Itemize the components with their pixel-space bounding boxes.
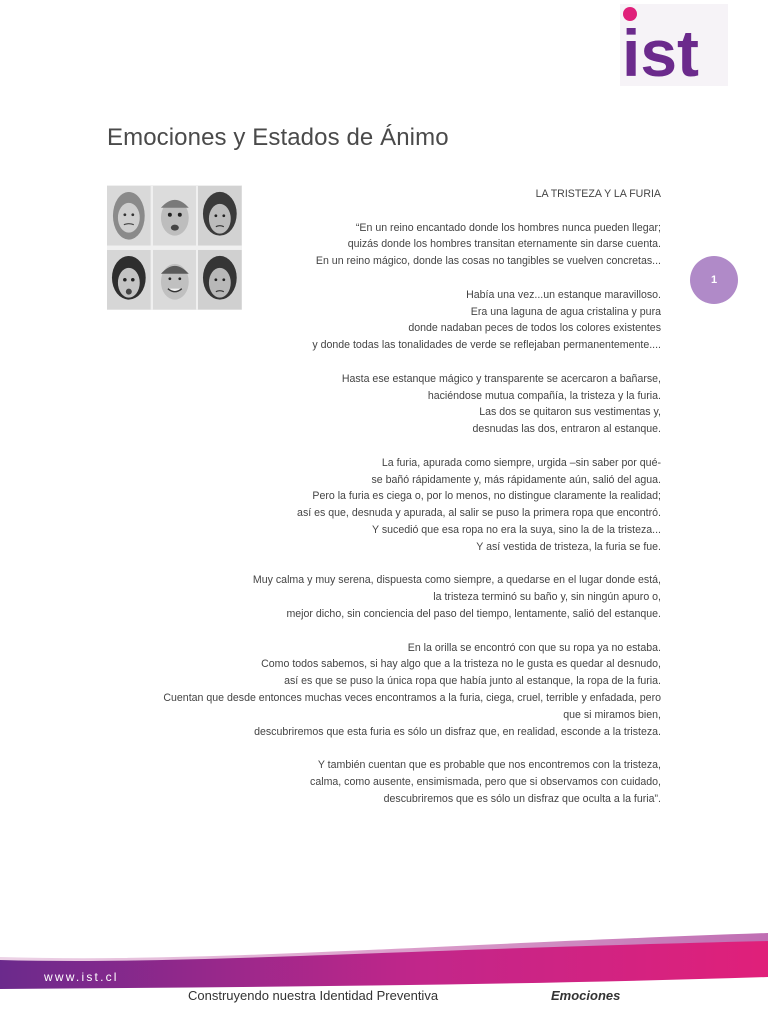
story-line: Y también cuentan que es probable que nos encontremos con la tristeza,	[317, 759, 661, 772]
story-line: así es que se puso la única ropa que había junto al estanque, la ropa de la furia.	[284, 675, 661, 688]
story-line: la tristeza terminó su baño y, sin ningún apuro o,	[433, 591, 661, 604]
story-line: haciéndose mutua compañía, la tristeza y la furia.	[427, 389, 661, 402]
story-paragraph	[101, 287, 661, 354]
story-line: se bañó rápidamente y, más rápidamente aún, salió del agua.	[371, 473, 661, 486]
story-line: así es que, desnuda y apurada, al salir se puso la primera ropa que encontró.	[297, 507, 661, 520]
story-line: desnudas las dos, entraron al estanque.	[472, 423, 661, 436]
story-line: En un reino mágico, donde las cosas no tangibles se vuelven concretas...	[315, 255, 661, 268]
page-number-badge: 1	[690, 256, 738, 304]
story-line: Muy calma y muy serena, dispuesta como siempre, a quedarse en el lugar donde está,	[252, 574, 661, 587]
story-paragraph	[101, 455, 661, 556]
story-paragraph	[101, 640, 661, 741]
footer-tagline: Construyendo nuestra Identidad Preventiva	[188, 988, 439, 1003]
story-text	[101, 186, 661, 824]
story-line: Como todos sabemos, si hay algo que a la tristeza no le gusta es quedar al desnudo,	[261, 658, 661, 671]
story-heading: LA TRISTEZA Y LA FURIA	[535, 188, 661, 200]
svg-text:ist: ist	[622, 16, 700, 86]
story-line: Cuentan que desde entonces muchas veces encontramos a la furia, ciega, cruel, terrible y enfadada, pero	[163, 691, 661, 704]
story-line: Pero la furia es ciega o, por lo menos, no distingue claramente la realidad;	[312, 490, 661, 503]
ist-logo-icon	[620, 4, 728, 86]
story-line: mejor dicho, sin conciencia del paso del tiempo, lentamente, salió del estanque.	[286, 607, 661, 620]
page-title: Emociones y Estados de Ánimo	[107, 124, 449, 151]
story-line: Y sucedió que esa ropa no era la suya, sino la de la tristeza...	[372, 523, 661, 536]
story-line: Había una vez...un estanque maravilloso.	[466, 288, 661, 301]
story-line: La furia, apurada como siempre, urgida –sin saber por qué-	[381, 456, 661, 469]
story-line: donde nadaban peces de todos los colores existentes	[408, 322, 661, 335]
footer-section-title: Emociones	[551, 988, 621, 1003]
story-line: que si miramos bien,	[563, 708, 661, 721]
story-line: descubriremos que esta furia es sólo un disfraz que, en realidad, esconde a la tristeza.	[254, 725, 661, 738]
story-paragraph	[101, 371, 661, 438]
story-line: descubriremos que es sólo un disfraz que oculta a la furia”.	[383, 792, 661, 805]
story-line: Era una laguna de agua cristalina y pura	[470, 305, 661, 318]
story-paragraph	[101, 220, 661, 270]
story-paragraph	[101, 572, 661, 622]
story-paragraph	[101, 757, 661, 807]
story-line: quizás donde los hombres transitan eternamente sin darse cuenta.	[347, 238, 661, 251]
story-line: calma, como ausente, ensimismada, pero que si observamos con cuidado,	[310, 775, 661, 788]
story-line: Y así vestida de tristeza, la furia se fue.	[476, 540, 661, 553]
story-line: Las dos se quitaron sus vestimentas y,	[479, 406, 661, 419]
story-line: Hasta ese estanque mágico y transparente se acercaron a bañarse,	[341, 372, 661, 385]
story-line: En la orilla se encontró con que su ropa ya no estaba.	[407, 641, 661, 654]
story-line: “En un reino encantado donde los hombres nunca pueden llegar;	[355, 221, 661, 234]
website-link[interactable]: www.ist.cl	[44, 970, 119, 984]
story-line: y donde todas las tonalidades de verde se reflejaban permanentemente....	[312, 339, 661, 352]
